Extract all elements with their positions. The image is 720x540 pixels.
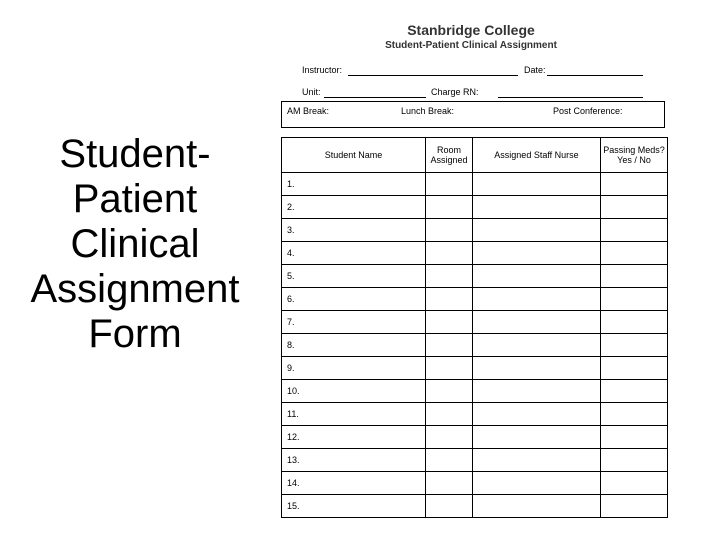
room-cell[interactable]	[426, 403, 473, 426]
table-row	[282, 449, 668, 472]
room-cell[interactable]	[426, 288, 473, 311]
staff-nurse-cell[interactable]	[473, 242, 601, 265]
table-row	[282, 426, 668, 449]
staff-nurse-cell[interactable]	[473, 173, 601, 196]
post-conference-label: Post Conference:	[553, 106, 623, 116]
title-line: Student-	[59, 132, 211, 176]
passing-meds-cell[interactable]	[601, 357, 668, 380]
staff-nurse-cell[interactable]	[473, 495, 601, 518]
table-row	[282, 288, 668, 311]
room-cell[interactable]	[426, 173, 473, 196]
date-field[interactable]	[547, 75, 643, 76]
row-number: 12.	[282, 426, 426, 449]
charge-rn-label: Charge RN:	[431, 87, 479, 97]
row-number: 8.	[282, 334, 426, 357]
passing-meds-cell[interactable]	[601, 288, 668, 311]
table-row	[282, 219, 668, 242]
assignment-table	[281, 137, 668, 518]
room-cell[interactable]	[426, 311, 473, 334]
room-cell[interactable]	[426, 265, 473, 288]
date-label: Date:	[524, 65, 546, 75]
staff-nurse-cell[interactable]	[473, 357, 601, 380]
title-line: Assignment	[30, 267, 240, 311]
table-row	[282, 495, 668, 518]
staff-nurse-cell[interactable]	[473, 449, 601, 472]
row-number: 10.	[282, 380, 426, 403]
title-line: Patient	[72, 177, 198, 221]
row-number: 13.	[282, 449, 426, 472]
passing-meds-cell[interactable]	[601, 495, 668, 518]
row-number: 4.	[282, 242, 426, 265]
room-cell[interactable]	[426, 426, 473, 449]
staff-nurse-cell[interactable]	[473, 426, 601, 449]
row-number: 6.	[282, 288, 426, 311]
staff-nurse-cell[interactable]	[473, 288, 601, 311]
passing-meds-cell[interactable]	[601, 426, 668, 449]
passing-meds-cell[interactable]	[601, 173, 668, 196]
title-line: Form	[88, 312, 182, 356]
passing-meds-cell[interactable]	[601, 472, 668, 495]
table-row	[282, 173, 668, 196]
table-row	[282, 334, 668, 357]
lunch-break-label: Lunch Break:	[401, 106, 455, 116]
form-subtitle: Student-Patient Clinical Assignment	[385, 40, 557, 51]
table-row	[282, 357, 668, 380]
row-number: 9.	[282, 357, 426, 380]
row-number: 3.	[282, 219, 426, 242]
table-row	[282, 265, 668, 288]
table-row	[282, 196, 668, 219]
room-cell[interactable]	[426, 219, 473, 242]
unit-label: Unit:	[302, 87, 321, 97]
header-passing-meds: Passing Meds? Yes / No	[601, 138, 668, 173]
row-number: 2.	[282, 196, 426, 219]
instructor-label: Instructor:	[302, 65, 343, 75]
am-break-label: AM Break:	[287, 106, 330, 116]
row-number: 15.	[282, 495, 426, 518]
passing-meds-cell[interactable]	[601, 219, 668, 242]
room-cell[interactable]	[426, 495, 473, 518]
charge-rn-field[interactable]	[498, 97, 643, 98]
staff-nurse-cell[interactable]	[473, 311, 601, 334]
staff-nurse-cell[interactable]	[473, 219, 601, 242]
college-name: Stanbridge College	[407, 22, 535, 38]
room-cell[interactable]	[426, 242, 473, 265]
passing-meds-cell[interactable]	[601, 242, 668, 265]
room-cell[interactable]	[426, 357, 473, 380]
passing-meds-cell[interactable]	[601, 403, 668, 426]
staff-nurse-cell[interactable]	[473, 472, 601, 495]
staff-nurse-cell[interactable]	[473, 265, 601, 288]
table-header-row	[282, 138, 668, 173]
table-row	[282, 472, 668, 495]
header-student-name: Student Name	[282, 138, 426, 173]
table-row	[282, 311, 668, 334]
passing-meds-cell[interactable]	[601, 196, 668, 219]
instructor-field[interactable]	[348, 75, 518, 76]
staff-nurse-cell[interactable]	[473, 380, 601, 403]
row-number: 7.	[282, 311, 426, 334]
passing-meds-cell[interactable]	[601, 449, 668, 472]
room-cell[interactable]	[426, 334, 473, 357]
row-number: 14.	[282, 472, 426, 495]
passing-meds-cell[interactable]	[601, 311, 668, 334]
unit-field[interactable]	[324, 97, 426, 98]
room-cell[interactable]	[426, 449, 473, 472]
staff-nurse-cell[interactable]	[473, 403, 601, 426]
row-number: 1.	[282, 173, 426, 196]
title-line: Clinical	[70, 222, 200, 266]
room-cell[interactable]	[426, 196, 473, 219]
staff-nurse-cell[interactable]	[473, 196, 601, 219]
staff-nurse-cell[interactable]	[473, 334, 601, 357]
row-number: 5.	[282, 265, 426, 288]
passing-meds-cell[interactable]	[601, 265, 668, 288]
table-row	[282, 403, 668, 426]
table-row	[282, 380, 668, 403]
row-number: 11.	[282, 403, 426, 426]
slide-title	[10, 132, 260, 357]
room-cell[interactable]	[426, 472, 473, 495]
break-schedule-box	[281, 101, 665, 128]
header-room-assigned: Room Assigned	[426, 138, 473, 173]
passing-meds-cell[interactable]	[601, 380, 668, 403]
passing-meds-cell[interactable]	[601, 334, 668, 357]
table-row	[282, 242, 668, 265]
header-assigned-staff-nurse: Assigned Staff Nurse	[473, 138, 601, 173]
room-cell[interactable]	[426, 380, 473, 403]
assignment-form	[281, 20, 667, 520]
